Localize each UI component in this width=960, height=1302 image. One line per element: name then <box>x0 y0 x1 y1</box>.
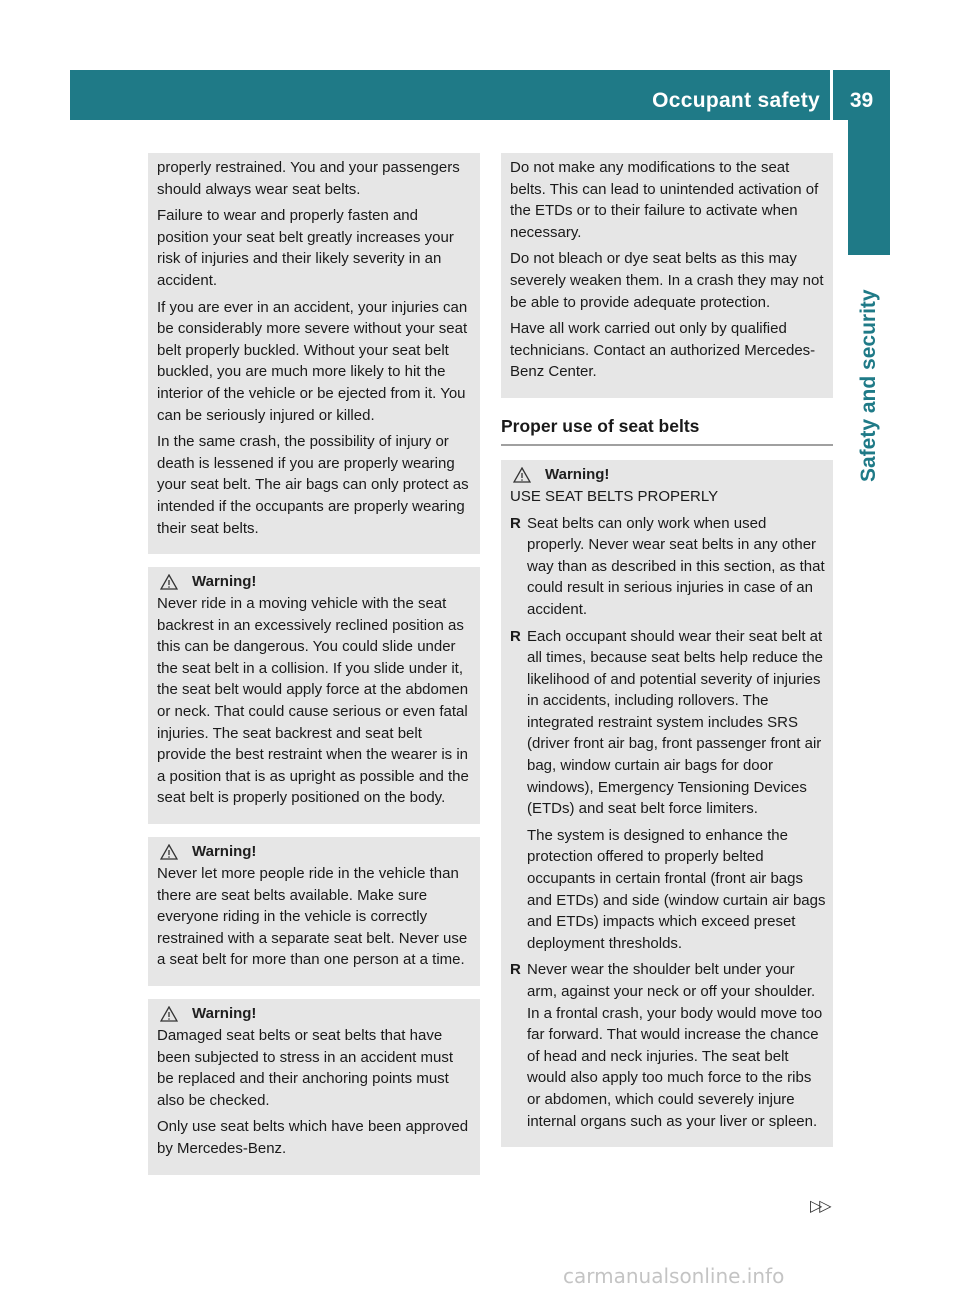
side-tab-marker <box>848 120 890 255</box>
warning-heading <box>510 464 826 486</box>
warning-subtitle: USE SEAT BELTS PROPERLY <box>510 487 719 505</box>
warning-heading <box>157 841 473 863</box>
paragraph: If you are ever in an accident, your injuries can be considerably more severe without your seat belt properly buckled. Without your seat belt buckled, you are much more likely to hit the interior of the vehicle or be ejected from it. You can be seriously injured or killed. <box>157 298 468 424</box>
bullet-list <box>510 513 826 1133</box>
paragraph: In the same crash, the possibility of injury or death is lessened if you are properly wearing your seat belt. The air bags can only protect as intended if the occupants are properly wearing their seat belts. <box>157 433 469 537</box>
paragraph: Never wear the shoulder belt under your arm, against your neck or off your shoulder. In a frontal crash, your body would move too far forward. That would increase the chance of head and neck injuries. The seat belt would also apply too much force to the ribs or abdomen, which could severely injure internal organs such as your liver or spleen. <box>527 961 823 1130</box>
continued-warning-box <box>148 153 480 554</box>
warning-box <box>148 999 480 1175</box>
paragraph: Do not make any modifications to the seat belts. This can lead to unintended activation of the ETDs or to their failure to activate when necessary. <box>510 159 819 241</box>
paragraph: Only use seat belts which have been approved by Mercedes-Benz. <box>157 1118 469 1157</box>
side-tab-label <box>838 260 900 560</box>
warning-title: Warning! <box>192 573 257 591</box>
list-item <box>510 959 826 1132</box>
warning-triangle-icon <box>513 467 531 483</box>
bullet-glyph: R <box>510 961 521 979</box>
warning-triangle-icon <box>160 574 178 590</box>
list-item <box>510 513 826 621</box>
side-tab-label-text: Safety and security <box>857 289 880 482</box>
footer-watermark: carmanualsonline.info <box>563 1264 785 1288</box>
paragraph: Never let more people ride in the vehicle than there are seat belts available. Make sure everyone riding in the vehicle is correctly restrained with a separate seat belt. Never use a seat belt for more than one person at a time. <box>157 865 468 969</box>
list-item <box>510 626 826 955</box>
bullet-glyph: R <box>510 627 521 645</box>
right-column <box>501 153 833 1147</box>
header-bar <box>70 70 890 120</box>
continue-arrow-icon: ▷▷ <box>810 1198 829 1215</box>
warning-title: Warning! <box>192 843 257 861</box>
warning-heading <box>157 1003 473 1025</box>
warning-title: Warning! <box>545 465 610 483</box>
paragraph: Seat belts can only work when used properly. Never wear seat belts in any other way than as described in this section, as that could result in serious injuries in case of an accident. <box>527 514 825 618</box>
paragraph: Failure to wear and properly fasten and position your seat belt greatly increases your risk of injuries and their likely severity in an accident. <box>157 207 454 289</box>
warning-heading <box>157 571 473 593</box>
section-heading: Proper use of seat belts <box>501 416 833 446</box>
warning-box <box>501 460 833 1147</box>
paragraph: The system is designed to enhance the protection offered to properly belted occupants in certain frontal (front air bags and ETDs) and side (window curtain air bags and ETDs) impacts which exceed preset deployment thresholds. <box>527 826 826 952</box>
warning-triangle-icon <box>160 1006 178 1022</box>
left-column <box>148 153 480 1175</box>
paragraph: Never ride in a moving vehicle with the seat backrest in an excessively reclined position as this can be dangerous. You could slide under the seat belt in a collision. If you slide under it, the seat belt would apply force at the abdomen or neck. That could cause serious or even fatal injuries. The seat backrest and seat belt provide the best restraint when the wearer is in a position that is as upright as possible and the seat belt is properly positioned on the body. <box>157 595 469 807</box>
paragraph: properly restrained. You and your passengers should always wear seat belts. <box>157 159 460 198</box>
warning-box <box>148 837 480 986</box>
paragraph: Damaged seat belts or seat belts that have been subjected to stress in an accident must be replaced and their anchoring points must also be checked. <box>157 1027 454 1109</box>
warning-title: Warning! <box>192 1005 257 1022</box>
warning-triangle-icon <box>160 844 178 860</box>
warning-box <box>148 567 480 824</box>
continued-warning-box <box>501 153 833 398</box>
page-number: 39 <box>849 89 874 112</box>
paragraph: Do not bleach or dye seat belts as this may severely weaken them. In a crash they may not be able to provide adequate protection. <box>510 250 824 311</box>
paragraph: Each occupant should wear their seat belt at all times, because seat belts help reduce the likelihood of and potential severity of injuries in accidents, including rollovers. The integrated restraint system includes SRS (driver front air bag, front passenger front air bag, window curtain air bags for door windows), Emergency Tensioning Devices (ETDs) and seat belt force limiters. <box>527 627 824 818</box>
paragraph: Have all work carried out only by qualified technicians. Contact an authorized Mercedes-Benz Center. <box>510 320 816 381</box>
bullet-glyph: R <box>510 514 521 532</box>
section-title: Occupant safety <box>652 89 820 112</box>
